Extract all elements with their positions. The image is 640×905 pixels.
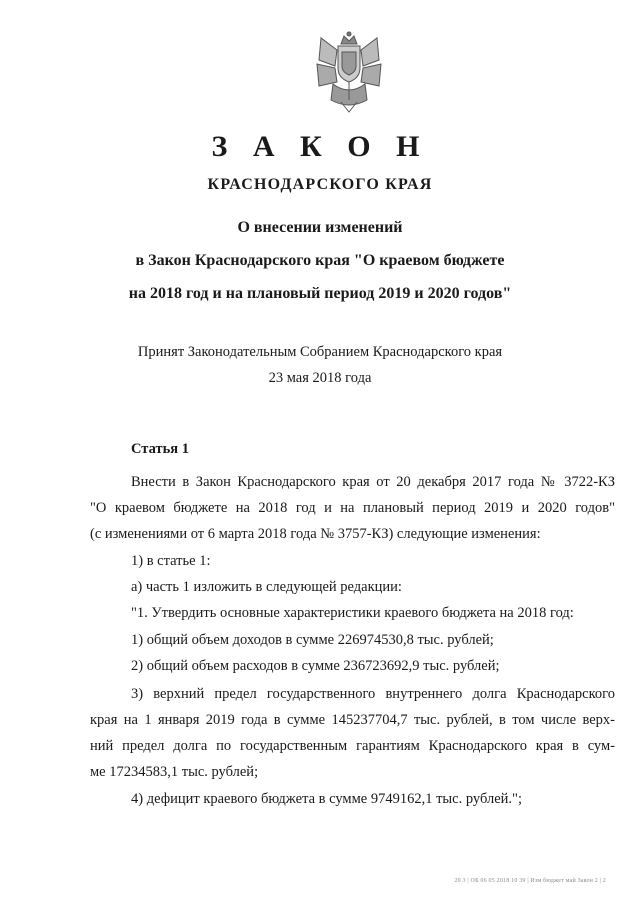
article-line: Внести в Закон Краснодарского края от 20 декабря 2017 года № 3722-КЗ xyxy=(131,474,615,490)
article-line: 2) общий объем расходов в сумме 236723692,9 тыс. рублей; xyxy=(131,658,500,674)
krasnodar-coat-of-arms-icon xyxy=(311,30,387,114)
region-title: КРАСНОДАРСКОГО КРАЯ xyxy=(207,176,433,193)
article-line: "1. Утвердить основные характеристики краевого бюджета на 2018 год: xyxy=(131,605,574,621)
subject-line-1: О внесении изменений xyxy=(237,219,403,236)
article-heading: Статья 1 xyxy=(131,441,189,457)
subject-line-2: в Закон Краснодарского края "О краевом бюджете xyxy=(135,252,505,269)
article-line: 1) в статье 1: xyxy=(131,553,211,569)
adoption-date: 23 мая 2018 года xyxy=(268,370,372,386)
article-line: 1) общий объем доходов в сумме 226974530,8 тыс. рублей; xyxy=(131,632,494,648)
article-line: края на 1 января 2019 года в сумме 145237704,7 тыс. рублей, в том числе верх- xyxy=(90,712,615,728)
subject-line-3: на 2018 год и на плановый период 2019 и 2020 годов" xyxy=(128,285,512,302)
footer-document-code: 20 3 | ОБ 06 05 2018 10 39 | Изм бюджет май Закон 2 | 2 xyxy=(454,878,606,884)
article-line: 3) верхний предел государственного внутреннего долга Краснодарского xyxy=(131,686,615,702)
law-title: З А К О Н xyxy=(211,130,429,163)
article-line: (с изменениями от 6 марта 2018 года № 3757-КЗ) следующие изменения: xyxy=(90,526,541,542)
article-line: "О краевом бюджете на 2018 год и на плановый период 2019 и 2020 годов" xyxy=(90,500,615,516)
adoption-line: Принят Законодательным Собранием Краснодарского края xyxy=(137,344,503,360)
article-line: ме 17234583,1 тыс. рублей; xyxy=(90,764,259,780)
article-line: ний предел долга по государственным гарантиям Краснодарского края в сум- xyxy=(90,738,615,754)
article-line: 4) дефицит краевого бюджета в сумме 9749162,1 тыс. рублей."; xyxy=(131,791,522,807)
article-line: а) часть 1 изложить в следующей редакции: xyxy=(131,579,402,595)
